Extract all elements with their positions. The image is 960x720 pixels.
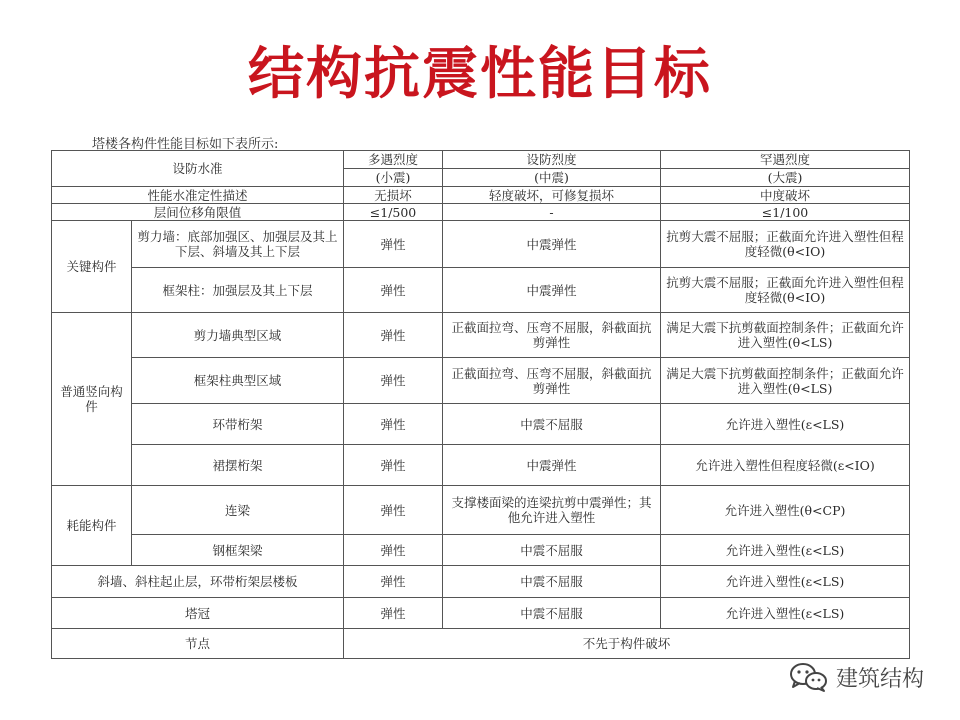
cell: 中震弹性 [443, 268, 661, 313]
header-level: 设防水准 [52, 151, 344, 187]
table-row [52, 566, 910, 598]
component-name: 框架柱：加强层及其上下层 [132, 268, 344, 313]
cell: 中震不屈服 [443, 598, 661, 629]
header-fortification: 设防烈度 [443, 151, 661, 169]
component-name: 连梁 [132, 486, 344, 535]
group-key-components: 关键构件 [52, 221, 132, 313]
cell: 抗剪大震不屈服；正截面允许进入塑性但程度轻微(θ<IO) [661, 221, 910, 268]
cell: 中震不屈服 [443, 535, 661, 566]
table-row [52, 358, 910, 404]
watermark-text: 建筑结构 [836, 666, 925, 692]
component-name: 裙摆桁架 [132, 445, 344, 486]
cell: 弹性 [344, 268, 443, 313]
cell: 允许进入塑性(ε<LS) [661, 566, 910, 598]
cell: 允许进入塑性(ε<LS) [661, 598, 910, 629]
cell: - [443, 204, 661, 221]
component-name: 节点 [52, 629, 344, 659]
cell: 满足大震下抗剪截面控制条件；正截面允许进入塑性(θ<LS) [661, 313, 910, 358]
table-row [52, 221, 910, 268]
header-rare-sub: (大震) [661, 169, 910, 187]
header-fortification-sub: (中震) [443, 169, 661, 187]
cell: 满足大震下抗剪截面控制条件；正截面允许进入塑性(θ<LS) [661, 358, 910, 404]
table-row [52, 404, 910, 445]
cell: 中震不屈服 [443, 404, 661, 445]
slide-title: 结构抗震性能目标 [248, 42, 712, 107]
cell: 允许进入塑性(ε<LS) [661, 535, 910, 566]
cell: 中震不屈服 [443, 566, 661, 598]
cell: 弹性 [344, 358, 443, 404]
cell: 无损坏 [344, 187, 443, 204]
component-name: 环带桁架 [132, 404, 344, 445]
cell: 正截面拉弯、压弯不屈服，斜截面抗剪弹性 [443, 358, 661, 404]
component-name: 框架柱典型区域 [132, 358, 344, 404]
cell: 抗剪大震不屈服；正截面允许进入塑性但程度轻微(θ<IO) [661, 268, 910, 313]
cell: 支撑楼面梁的连梁抗剪中震弹性；其他允许进入塑性 [443, 486, 661, 535]
component-name: 剪力墙：底部加强区、加强层及其上下层、斜墙及其上下层 [132, 221, 344, 268]
cell: 弹性 [344, 445, 443, 486]
cell: 中震弹性 [443, 445, 661, 486]
component-name: 剪力墙典型区域 [132, 313, 344, 358]
merged-cell: 不先于构件破坏 [344, 629, 910, 659]
cell: 弹性 [344, 566, 443, 598]
header-rare: 罕遇烈度 [661, 151, 910, 169]
cell: 弹性 [344, 486, 443, 535]
row-label: 层间位移角限值 [52, 204, 344, 221]
cell: 弹性 [344, 598, 443, 629]
component-name: 钢框架梁 [132, 535, 344, 566]
component-name: 斜墙、斜柱起止层，环带桁架层楼板 [52, 566, 344, 598]
table-row [52, 187, 910, 204]
table-row [52, 445, 910, 486]
header-frequent-sub: (小震) [344, 169, 443, 187]
cell: 弹性 [344, 535, 443, 566]
cell: 弹性 [344, 313, 443, 358]
table-row [52, 313, 910, 358]
cell: 弹性 [344, 221, 443, 268]
watermark [788, 660, 924, 694]
header-row [52, 151, 910, 169]
cell: ≤1/500 [344, 204, 443, 221]
cell: 允许进入塑性但程度轻微(ε<IO) [661, 445, 910, 486]
table-row [52, 268, 910, 313]
wechat-icon [788, 661, 828, 693]
cell: 允许进入塑性(ε<LS) [661, 404, 910, 445]
performance-target-table [51, 150, 910, 659]
table-row [52, 598, 910, 629]
cell: 轻度破坏，可修复损坏 [443, 187, 661, 204]
cell: 弹性 [344, 404, 443, 445]
table-caption: 塔楼各构件性能目标如下表所示: [92, 137, 279, 152]
cell: 中震弹性 [443, 221, 661, 268]
table-row [52, 486, 910, 535]
cell: 允许进入塑性(θ<CP) [661, 486, 910, 535]
table-row [52, 204, 910, 221]
group-energy-dissipating: 耗能构件 [52, 486, 132, 566]
table-row [52, 535, 910, 566]
cell: 正截面拉弯、压弯不屈服，斜截面抗剪弹性 [443, 313, 661, 358]
row-label: 性能水准定性描述 [52, 187, 344, 204]
component-name: 塔冠 [52, 598, 344, 629]
group-normal-vertical: 普通竖向构件 [52, 313, 132, 486]
header-frequent: 多遇烈度 [344, 151, 443, 169]
cell: ≤1/100 [661, 204, 910, 221]
cell: 中度破坏 [661, 187, 910, 204]
table-row [52, 629, 910, 659]
